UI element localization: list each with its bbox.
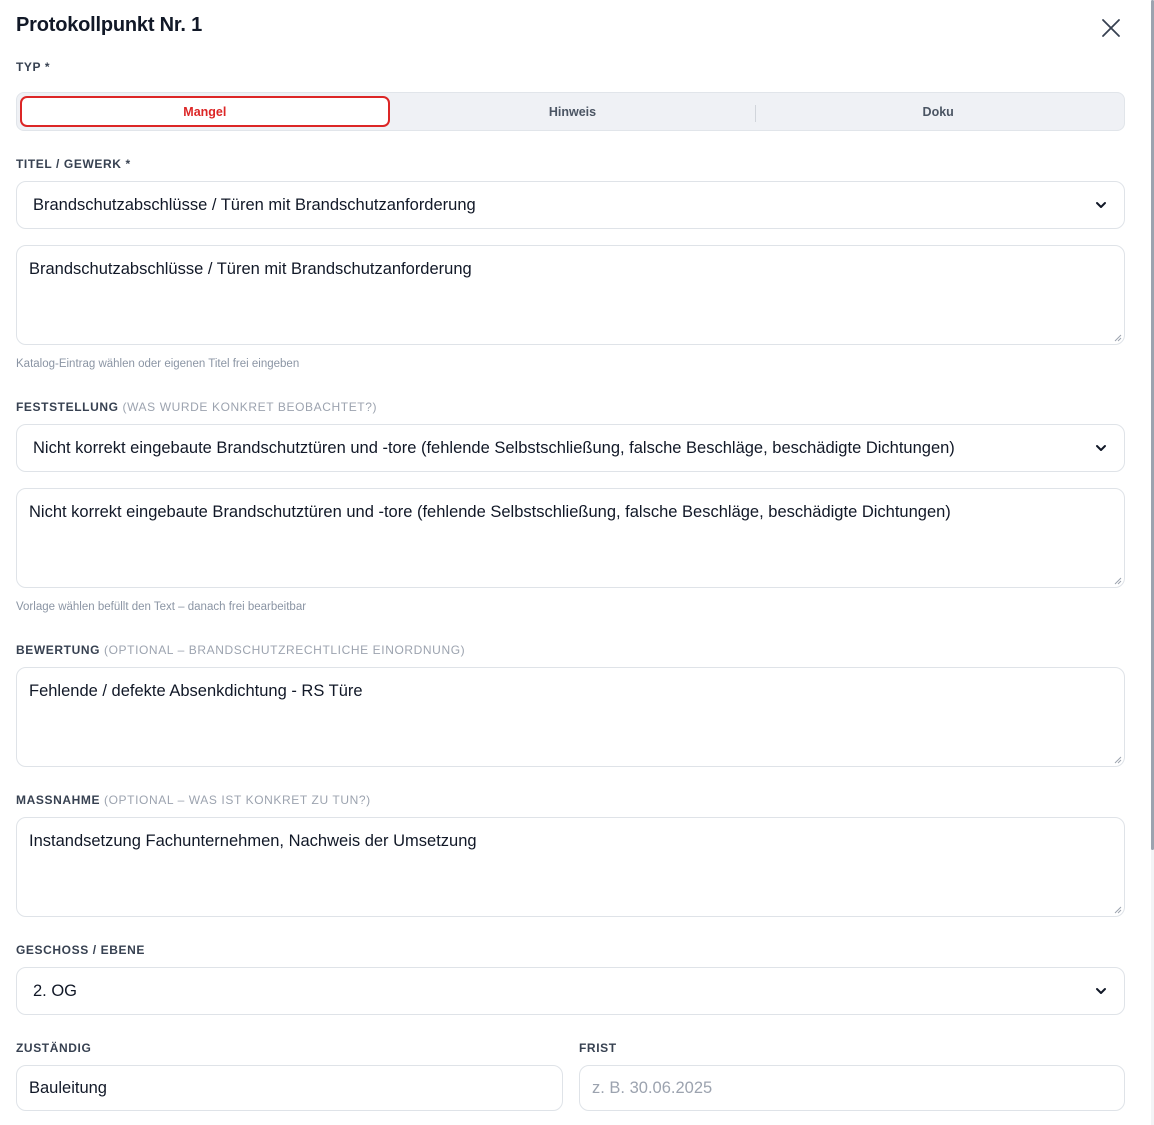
segment-divider [755, 105, 756, 122]
bewertung-label [16, 643, 465, 657]
titel-select-value: Brandschutzabschlüsse / Türen mit Brandschutzanforderung [33, 195, 476, 214]
feststellung-textarea[interactable] [16, 488, 1125, 588]
feststellung-select[interactable] [16, 424, 1125, 472]
titel-help-text: Katalog-Eintrag wählen oder eigenen Titel frei eingeben [16, 358, 300, 370]
typ-option-doku-label: Doku [922, 104, 954, 119]
feststellung-help-text: Vorlage wählen befüllt den Text – danach frei bearbeitbar [16, 601, 307, 613]
titel-select[interactable] [16, 181, 1125, 229]
frist-input[interactable] [579, 1065, 1125, 1111]
zustaendig-input-value: Bauleitung [29, 1078, 107, 1097]
titel-textarea[interactable] [16, 245, 1125, 345]
titel-label: TITEL / GEWERK * [16, 157, 131, 171]
feststellung-text-value: Nicht korrekt eingebaute Brandschutztüren und -tore (fehlende Selbstschließung, falsche Beschläge, beschädigte Dichtungen) [29, 503, 951, 521]
feststellung-select-value: Nicht korrekt eingebaute Brandschutztüren und -tore (fehlende Selbstschließung, falsche Beschläge, beschädigte Dichtungen) [33, 438, 955, 457]
feststellung-label-hint: (WAS WURDE KONKRET BEOBACHTET?) [122, 400, 378, 414]
resize-grip-icon[interactable] [1112, 332, 1122, 342]
feststellung-label-text: FESTSTELLUNG [16, 400, 119, 414]
chevron-down-icon [1094, 441, 1108, 455]
zustaendig-input[interactable] [16, 1065, 563, 1111]
close-icon [1101, 18, 1121, 38]
feststellung-label [16, 400, 377, 414]
bewertung-text-value: Fehlende / defekte Absenkdichtung - RS Türe [29, 682, 363, 700]
geschoss-select[interactable] [16, 967, 1125, 1015]
bewertung-label-text: BEWERTUNG [16, 643, 101, 657]
typ-option-mangel[interactable]: Mangel [20, 96, 390, 127]
geschoss-select-value: 2. OG [33, 981, 78, 1000]
massnahme-label-text: MASSNAHME [16, 793, 101, 807]
bewertung-textarea[interactable] [16, 667, 1125, 767]
resize-grip-icon[interactable] [1112, 904, 1122, 914]
frist-input-placeholder: z. B. 30.06.2025 [592, 1078, 713, 1097]
close-button[interactable] [1098, 15, 1124, 41]
chevron-down-icon [1094, 198, 1108, 212]
geschoss-label: GESCHOSS / EBENE [16, 943, 145, 957]
massnahme-label [16, 793, 371, 807]
bewertung-label-hint: (OPTIONAL – BRANDSCHUTZRECHTLICHE EINORDNUNG) [104, 643, 466, 657]
frist-label: FRIST [579, 1041, 617, 1055]
zustaendig-label: ZUSTÄNDIG [16, 1041, 92, 1055]
titel-text-value: Brandschutzabschlüsse / Türen mit Brandschutzanforderung [29, 260, 472, 278]
massnahme-textarea[interactable] [16, 817, 1125, 917]
typ-segmented-control [16, 92, 1125, 131]
typ-option-hinweis[interactable]: Hinweis [548, 104, 597, 119]
massnahme-text-value: Instandsetzung Fachunternehmen, Nachweis der Umsetzung [29, 832, 477, 850]
resize-grip-icon[interactable] [1112, 575, 1122, 585]
typ-label: TYP * [16, 60, 51, 74]
dialog-title: Protokollpunkt Nr. 1 [16, 14, 203, 36]
massnahme-label-hint: (OPTIONAL – WAS IST KONKRET ZU TUN?) [104, 793, 371, 807]
chevron-down-icon [1094, 984, 1108, 998]
resize-grip-icon[interactable] [1112, 754, 1122, 764]
typ-option-doku[interactable] [755, 96, 1121, 127]
